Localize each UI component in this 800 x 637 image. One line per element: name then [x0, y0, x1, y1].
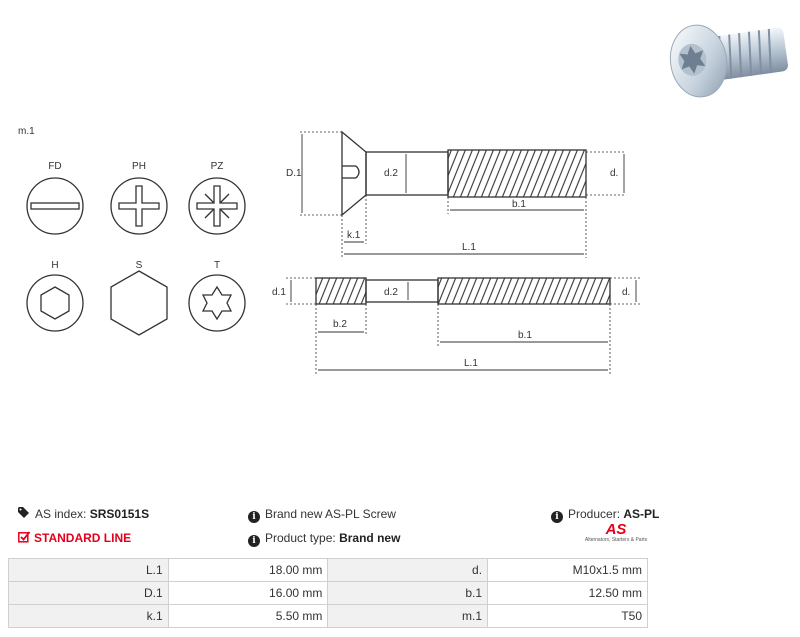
dim-label: b.1	[512, 199, 526, 210]
head-type-label: T	[213, 260, 221, 271]
dim-label: L.1	[462, 242, 476, 253]
info-icon: i	[551, 511, 563, 523]
head-type-label: PH	[132, 161, 146, 172]
product-line	[18, 531, 131, 545]
table-row	[9, 559, 648, 582]
dim-label: d.2	[384, 168, 398, 179]
spec-value: 12.50 mm	[488, 582, 648, 605]
spec-key: D.1	[9, 582, 169, 605]
tag-icon	[18, 507, 31, 519]
spec-key: k.1	[9, 605, 169, 628]
heads-label: m.1	[18, 126, 35, 137]
torx-head-icon	[189, 275, 245, 331]
dim-label: L.1	[464, 358, 478, 369]
phillips-head-icon	[111, 178, 167, 234]
table-row	[9, 582, 648, 605]
dim-label: b.1	[518, 330, 532, 341]
spec-key: m.1	[328, 605, 488, 628]
head-type-label: S	[135, 260, 143, 271]
producer-value: AS-PL	[623, 507, 660, 521]
line-label: STANDARD LINE	[34, 531, 132, 545]
head-type-label: H	[51, 260, 59, 271]
dim-label: k.1	[347, 230, 361, 241]
hex-socket-head-icon	[27, 275, 83, 331]
logo-text: AS	[605, 521, 627, 538]
spec-value: T50	[488, 605, 648, 628]
dim-label: d.2	[384, 287, 398, 298]
as-index-label: AS index:	[35, 507, 87, 521]
product-type-value: Brand new	[339, 531, 401, 545]
dim-label: d.1	[272, 287, 286, 298]
dim-label: D.1	[286, 168, 302, 179]
as-index-value: SRS0151S	[89, 507, 150, 521]
spec-value: 16.00 mm	[168, 582, 328, 605]
specs-table	[8, 558, 648, 628]
spec-key: b.1	[328, 582, 488, 605]
dim-label: b.2	[333, 319, 347, 330]
table-row	[9, 605, 648, 628]
producer-label: Producer:	[568, 507, 621, 521]
spec-value: 5.50 mm	[168, 605, 328, 628]
brand-info	[248, 507, 396, 523]
spec-value: M10x1.5 mm	[488, 559, 648, 582]
head-type-label: PZ	[210, 161, 224, 172]
brand-text: Brand new AS-PL Screw	[265, 507, 396, 521]
check-square-icon	[18, 531, 30, 543]
logo-tagline: Alternators, Starters & Parts	[584, 537, 648, 543]
as-index	[18, 507, 149, 521]
hex-head-icon	[111, 271, 167, 335]
head-type-label: FD	[48, 161, 62, 172]
product-type	[248, 531, 400, 547]
slotted-head-icon	[27, 178, 83, 234]
info-icon: i	[248, 535, 260, 547]
spec-value: 18.00 mm	[168, 559, 328, 582]
dim-label: d.	[610, 168, 619, 179]
dim-label: d.	[622, 287, 631, 298]
product-type-label: Product type:	[265, 531, 336, 545]
spec-key: d.	[328, 559, 488, 582]
spec-key: L.1	[9, 559, 169, 582]
pozidriv-head-icon	[189, 178, 245, 234]
producer-logo	[584, 522, 648, 544]
info-icon: i	[248, 511, 260, 523]
